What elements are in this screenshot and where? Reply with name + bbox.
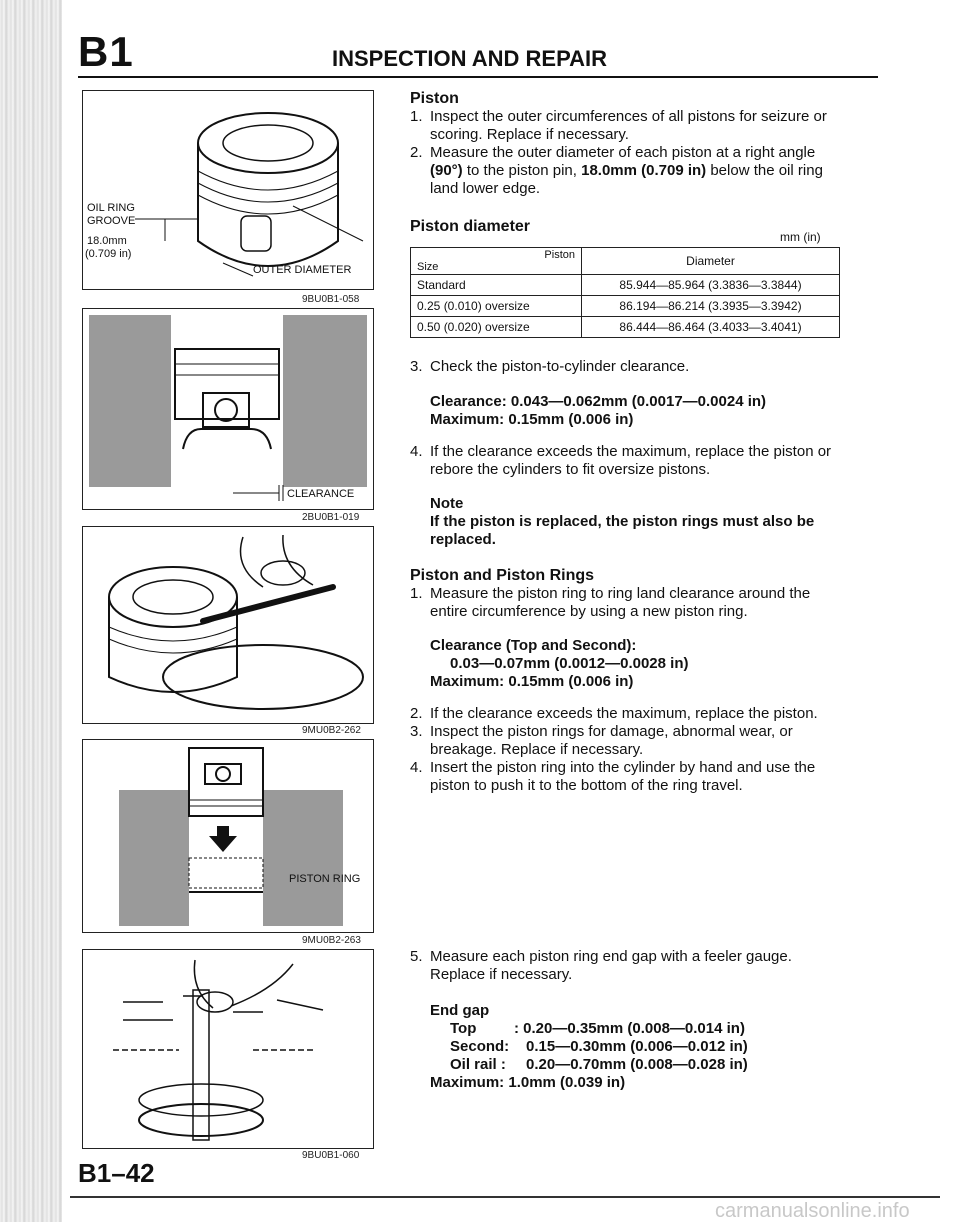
page-title: INSPECTION AND REPAIR (332, 46, 608, 71)
piston-section (410, 90, 850, 198)
ring-insertion-illustration (83, 740, 373, 932)
clearance-spec: Clearance: 0.043—0.062mm (0.0017—0.0024 in) (430, 393, 767, 410)
clearance-step-3: 3. Check the piston-to-cylinder clearance. (410, 358, 690, 375)
piston-step-2: 2. Measure the outer diameter of each piston at a right angle (90°) to the piston pin, 18.0mm (0.709 in) below the oil ring land lower edge. (410, 144, 823, 197)
figure-code: 9BU0B1-058 (302, 294, 360, 305)
rings-step-5: 5. Measure each piston ring end gap with a feeler gauge. Replace if necessary. (410, 948, 792, 983)
heading-piston-diameter: Piston diameter (410, 218, 531, 235)
rings-step-1: 1. Measure the piston ring to ring land clearance around the entire circumference by using a new piston ring. (410, 585, 811, 620)
rings-step-4: 4. Insert the piston ring into the cylinder by hand and use the piston to push it to the bottom of the ring travel. (410, 759, 816, 794)
piston-step-1: 1. Inspect the outer circumferences of all pistons for seizure or scoring. Replace if necessary. (410, 108, 827, 143)
end-gap-top: Top : 0.20—0.35mm (0.008—0.014 in) (450, 1020, 745, 1037)
label-outer-diameter: OUTER DIAMETER (253, 264, 352, 276)
table-row: 0.50 (0.020) oversize 86.444—86.464 (3.4033—3.4041) (411, 317, 840, 338)
heading-piston-rings: Piston and Piston Rings (410, 567, 595, 584)
label-dimension: 18.0mm (87, 235, 127, 247)
note-text: If the piston is replaced, the piston rings must also be replaced. (430, 513, 815, 548)
end-gap-maximum: Maximum: 1.0mm (0.039 in) (430, 1074, 626, 1091)
clearance-maximum: Maximum: 0.15mm (0.006 in) (430, 411, 634, 428)
clearance-illustration (83, 309, 373, 509)
rings-step-3: 3. Inspect the piston rings for damage, abnormal wear, or breakage. Replace if necessary. (410, 723, 793, 758)
heading-piston: Piston (410, 90, 459, 107)
figure-code: 9MU0B2-263 (302, 935, 361, 946)
label-dimension-in: (0.709 in) (85, 248, 132, 260)
table-row: Standard 85.944—85.964 (3.3836—3.3844) (411, 275, 840, 296)
rings-step-2: 2. If the clearance exceeds the maximum, replace the piston. (410, 705, 818, 722)
label-piston-ring: PISTON RING (289, 873, 361, 885)
section-code: B1 (78, 28, 134, 75)
table-row: 0.25 (0.010) oversize 86.194—86.214 (3.3935—3.3942) (411, 296, 840, 317)
table-unit: mm (in) (780, 230, 821, 244)
ring-land-illustration (83, 527, 373, 723)
figure-code: 9MU0B2-262 (302, 725, 361, 736)
end-gap-section (410, 948, 850, 1092)
note-heading: Note (430, 495, 464, 512)
clearance-step-4: 4. If the clearance exceeds the maximum, replace the piston or rebore the cylinders to fit oversize pistons. (410, 443, 832, 478)
page-number: B1–42 (78, 1158, 155, 1188)
header-divider (78, 76, 878, 78)
end-gap-illustration (83, 950, 373, 1148)
figure-code: 2BU0B1-019 (302, 512, 360, 523)
ring-clearance-maximum: Maximum: 0.15mm (0.006 in) (430, 673, 634, 690)
figure-end-gap (82, 949, 374, 1149)
ring-clearance-value: 0.03—0.07mm (0.0012—0.0028 in) (450, 655, 689, 672)
label-clearance: CLEARANCE (287, 488, 355, 500)
end-gap-heading: End gap (430, 1002, 490, 1019)
piston-diameter-table (410, 247, 840, 338)
footer-divider (70, 1196, 940, 1198)
table-corner-header: Piston Size (411, 248, 582, 275)
label-groove: GROOVE (87, 215, 136, 227)
figure-piston-diameter (82, 90, 374, 290)
watermark: carmanualsonline.info (715, 1200, 910, 1222)
ring-clearance-heading: Clearance (Top and Second): (430, 637, 637, 654)
label-oil-ring: OIL RING (87, 202, 135, 214)
figure-code: 9BU0B1-060 (302, 1150, 360, 1161)
clearance-section (410, 358, 850, 795)
figure-ring-insertion (82, 739, 374, 933)
scan-binding-edge (0, 0, 62, 1222)
figure-clearance (82, 308, 374, 510)
piston-diameter-illustration (83, 91, 373, 289)
end-gap-second: Second: 0.15—0.30mm (0.006—0.012 in) (450, 1038, 748, 1055)
figure-ring-land-clearance (82, 526, 374, 724)
end-gap-oil-rail: Oil rail : 0.20—0.70mm (0.008—0.028 in) (450, 1056, 748, 1073)
table-header-diameter: Diameter (582, 248, 840, 275)
